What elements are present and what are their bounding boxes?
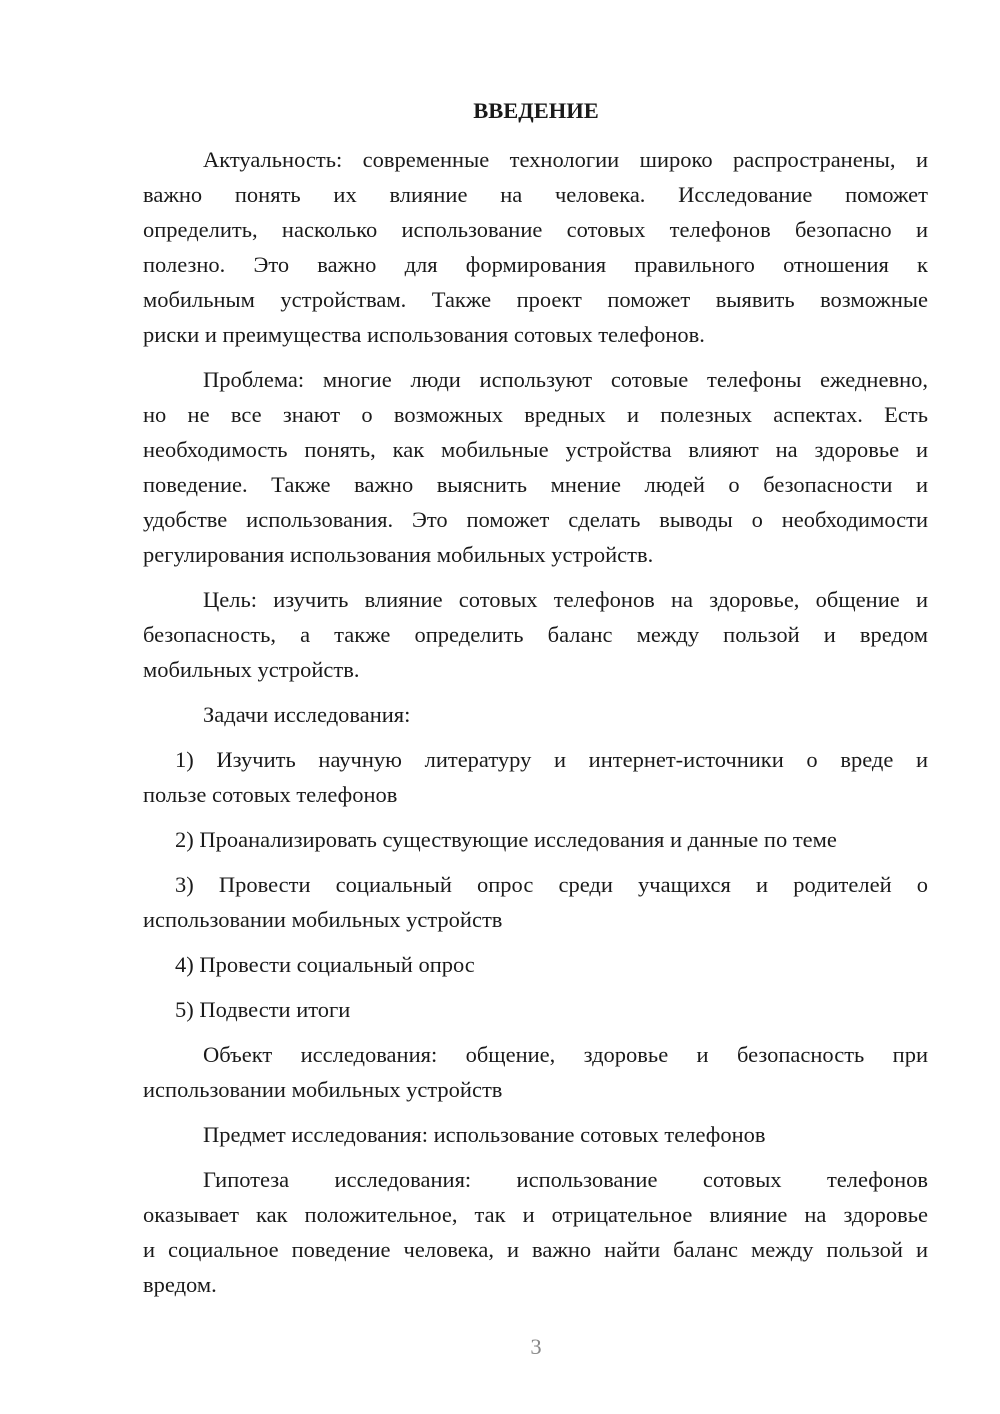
text-line: использовании мобильных устройств (143, 907, 503, 932)
paragraph (143, 142, 928, 352)
list-item (143, 992, 928, 1027)
text-line: Предмет исследования: использование сотовых телефонов (203, 1122, 766, 1147)
paragraph (143, 697, 928, 732)
text-line: 1) Изучить научную литературу и интернет-источники о вреде и (175, 747, 928, 772)
text-line: Цель: изучить влияние сотовых телефонов на здоровье, общение и (203, 587, 928, 612)
text-line: Гипотеза исследования: использование сотовых телефонов (203, 1167, 928, 1192)
text-line: важно понять их влияние на человека. Исследование поможет (143, 182, 928, 207)
text-line: Актуальность: современные технологии широко распространены, и (203, 147, 928, 172)
list-item (143, 867, 928, 937)
text-line: Задачи исследования: (203, 702, 411, 727)
page-title: ВВЕДЕНИЕ (473, 98, 599, 123)
text-line: использовании мобильных устройств (143, 1077, 503, 1102)
text-line: мобильных устройств. (143, 657, 360, 682)
text-line: поведение. Также важно выяснить мнение людей о безопасности и (143, 472, 928, 497)
text-line: Объект исследования: общение, здоровье и безопасность при (203, 1042, 928, 1067)
text-line: 2) Проанализировать существующие исследования и данные по теме (175, 827, 837, 852)
page-number: 3 (530, 1334, 542, 1359)
text-line: необходимость понять, как мобильные устройства влияют на здоровье и (143, 437, 928, 462)
text-line: оказывает как положительное, так и отрицательное влияние на здоровье (143, 1202, 928, 1227)
text-line: удобстве использования. Это поможет сделать выводы о необходимости (143, 507, 928, 532)
text-line: и социальное поведение человека, и важно найти баланс между пользой и (143, 1237, 928, 1262)
paragraph (143, 1162, 928, 1302)
text-line: Проблема: многие люди используют сотовые телефоны ежедневно, (203, 367, 928, 392)
list-item (143, 742, 928, 812)
text-line: мобильным устройствам. Также проект поможет выявить возможные (143, 287, 928, 312)
text-line: но не все знают о возможных вредных и полезных аспектах. Есть (143, 402, 928, 427)
text-line: 3) Провести социальный опрос среди учащихся и родителей о (175, 872, 928, 897)
text-line: определить, насколько использование сотовых телефонов безопасно и (143, 217, 928, 242)
paragraph (143, 582, 928, 687)
text-line: риски и преимущества использования сотовых телефонов. (143, 322, 705, 347)
paragraph (143, 1117, 928, 1152)
list-item (143, 822, 928, 857)
text-line: 5) Подвести итоги (175, 997, 351, 1022)
text-line: регулирования использования мобильных устройств. (143, 542, 654, 567)
text-line: полезно. Это важно для формирования правильного отношения к (143, 252, 928, 277)
text-line: пользе сотовых телефонов (143, 782, 398, 807)
text-line: безопасность, а также определить баланс между пользой и вредом (143, 622, 928, 647)
paragraph (143, 1037, 928, 1107)
text-line: вредом. (143, 1272, 217, 1297)
paragraph (143, 362, 928, 572)
text-line: 4) Провести социальный опрос (175, 952, 475, 977)
document-body (143, 142, 928, 1312)
list-item (143, 947, 928, 982)
